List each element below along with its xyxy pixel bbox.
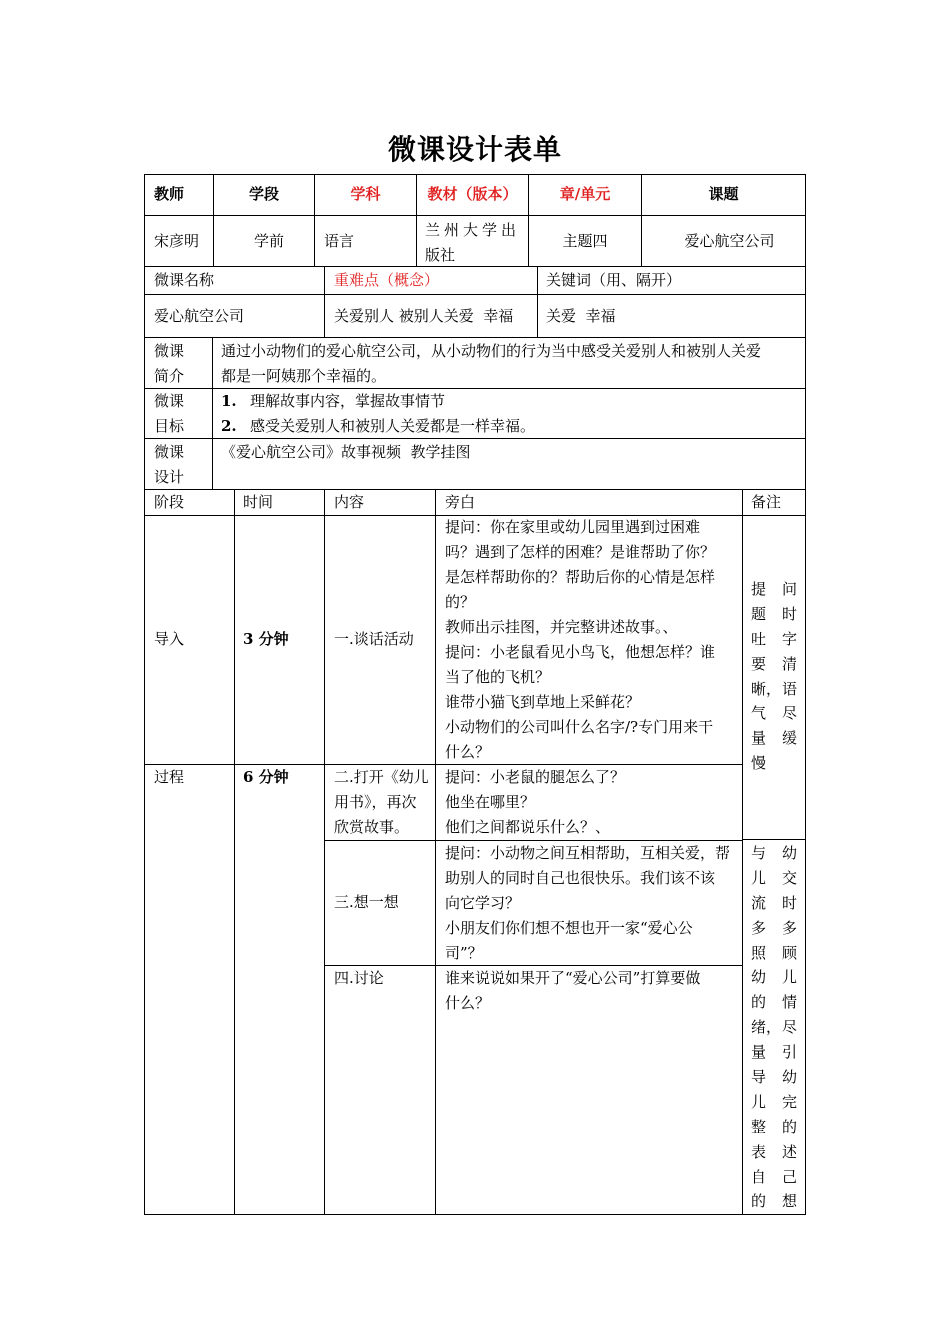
- course-name-value: 爱心航空公司: [154, 307, 245, 325]
- label-keywords: 关键词（用、隔开）: [546, 271, 682, 289]
- col-content: 内容: [334, 493, 365, 511]
- step4-narration: 谁来说说如果开了“爱心公司”打算要做 什么？: [445, 969, 701, 1012]
- goals-label: 微课 目标: [154, 392, 185, 435]
- header-topic: 课题: [708, 185, 739, 203]
- col-notes: 备注: [751, 493, 782, 511]
- design-label: 微课 设计: [154, 443, 185, 486]
- document-title: 微课设计表单: [387, 133, 562, 166]
- goal-item: 1. 理解故事内容，掌握故事情节: [221, 392, 446, 410]
- col-time: 时间: [243, 493, 274, 511]
- step4-content: 四.讨论: [334, 969, 384, 987]
- header-stage: 学段: [248, 185, 279, 203]
- design-text: 《爱心航空公司》故事视频 教学挂图: [221, 443, 471, 461]
- teacher-name: 宋彦明: [154, 232, 200, 250]
- textbook-value: [425, 218, 521, 268]
- intro-label: 微课 简介: [154, 342, 185, 385]
- step2-content: 二.打开《幼儿 用书》，再次 欣赏故事。: [334, 768, 429, 836]
- label-course-name: 微课名称: [154, 271, 215, 289]
- import-content: 一.谈话活动: [334, 630, 414, 648]
- process-stage-label: 过程: [154, 768, 185, 786]
- import-time: 3 分钟: [243, 630, 289, 648]
- header-chapter: 章/单元: [559, 185, 611, 203]
- process-notes: 与 幼 儿 交 流 时 多 多 照 顾 幼 儿 的 情 绪， 尽 量 引 导 幼 儿 完 整 的 表 述 自 己 的 想: [751, 844, 797, 1211]
- textbook-line-1: 兰州大学出: [425, 221, 521, 239]
- header-subject: 学科: [350, 185, 381, 203]
- goals-list: [221, 389, 535, 439]
- stage-value: 学前: [253, 232, 284, 250]
- import-stage-label: 导入: [154, 630, 185, 648]
- import-notes: 提 问 题 时 吐 字 要 清 晰， 语 气 尽 量 缓 慢: [751, 580, 797, 773]
- keywords-value: 关爱 幸福: [546, 307, 616, 325]
- process-time: 6 分钟: [243, 768, 289, 786]
- label-key-points: 重难点（概念）: [334, 271, 440, 289]
- goal-item: 2. 感受关爱别人和被别人关爱都是一样幸福。: [221, 417, 536, 435]
- key-points-value: 关爱别人 被别人关爱 幸福: [334, 307, 514, 325]
- intro-text: 通过小动物们的爱心航空公司，从小动物们的行为当中感受关爱别人和被别人关爱 都是一阿姨那个幸福的。: [221, 342, 762, 385]
- step2-narration: 提问：小老鼠的腿怎么了？ 他坐在哪里？ 他们之间都说乐什么？、: [445, 768, 626, 836]
- textbook-line-2: 版社: [425, 246, 456, 264]
- header-textbook: 教材（版本）: [427, 185, 518, 203]
- step3-content: 三.想一想: [334, 893, 399, 911]
- step3-narration: 提问：小动物之间互相帮助，互相关爱，帮 助别人的同时自己也很快乐。我们该不该 向它学习？ 小朋友们你们想不想也开一家“爱心公 司”？: [445, 844, 731, 962]
- col-narration: 旁白: [445, 493, 476, 511]
- subject-value: 语言: [324, 232, 355, 250]
- chapter-value: 主题四: [562, 232, 608, 250]
- import-narration: 提问：你在家里或幼儿园里遇到过困难 吗？遇到了怎样的困难？是谁帮助了你？ 是怎样帮助你的？帮助后你的心情是怎样 的？ 教师出示挂图，并完整讲述故事。、 提问：小老鼠看见小鸟飞，他想怎样？谁 当了他的飞机？ 谁带小猫飞到草地上采鲜花？ 小动物们的公司叫什么名字/?专门用来干 什么？: [445, 518, 716, 761]
- header-teacher: 教师: [154, 185, 185, 203]
- topic-value: 爱心航空公司: [684, 232, 775, 250]
- col-stage: 阶段: [154, 493, 185, 511]
